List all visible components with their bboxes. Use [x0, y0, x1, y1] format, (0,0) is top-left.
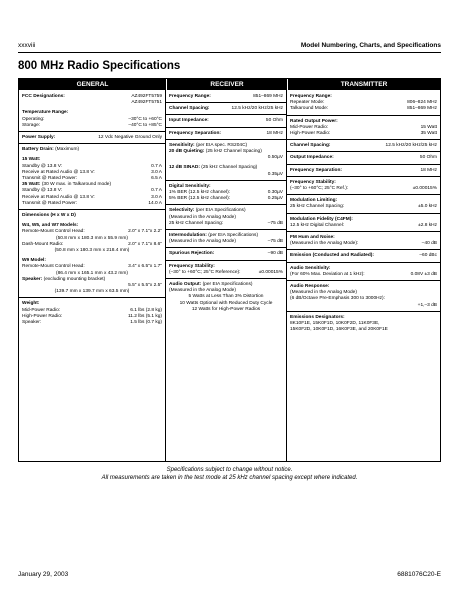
speaker-sub: (excluding mounting bracket)	[43, 276, 106, 282]
temp-storage-label: Storage:	[22, 122, 41, 128]
note-line-2: All measurements are taken in the test mode at 25 kHz channel spacing except where indicated.	[101, 475, 358, 481]
page-title: 800 MHz Radio Specifications	[18, 60, 181, 72]
rx-stab-row	[169, 270, 283, 276]
w35-standby-value: 0.7 A	[151, 188, 162, 194]
w35-transmit-value: 14.0 A	[148, 200, 162, 206]
rx-aud-meas: (Measured in the Analog Mode)	[169, 288, 236, 294]
footer-date: January 29, 2003	[18, 571, 69, 578]
speaker-label: Speaker:	[22, 276, 43, 282]
weight-speaker-value: 1.5 lbs (0.7 kg)	[130, 320, 162, 326]
tx-des-line-1: 8K10F1E, 15K0F1D, 10K0F2D, 11K0F3E,	[290, 321, 380, 327]
tx-imp-label: Output Impedance:	[290, 155, 334, 161]
w15-transmit-label: Transmit @ Rated Power:	[22, 176, 78, 182]
fcc-value-1: AZ492FT5759	[131, 94, 162, 99]
rx-im-row-value: –75 dB	[267, 239, 283, 245]
rx-spur-row	[169, 251, 283, 257]
tx-freq-label: Frequency Range:	[290, 94, 332, 99]
tx-high-row	[290, 131, 437, 137]
rx-quiet-sub: (25 kHz Channel Spacing)	[205, 149, 262, 155]
receiver-header: RECEIVER	[167, 79, 287, 90]
power-row	[22, 135, 162, 141]
w4-dash-mm: (50.8 mm x 180.3 mm x 218.4 mm)	[54, 248, 130, 254]
tx-rep-label: Repeater Mode:	[290, 100, 325, 106]
tx-aresp-row	[290, 303, 437, 309]
w15-standby-label: Standby @ 13.8 V:	[22, 163, 63, 169]
tx-chan-value: 12.5 kHz/20 kHz/25 kHz	[385, 143, 437, 149]
w4-models-label: W4, W5, and W7 Models:	[22, 223, 79, 229]
rx-sel-sub: (per EIA Specifications)	[195, 208, 246, 214]
rx-sel-label: Selectivity:	[169, 208, 195, 214]
w4-remote-mm: (50.8 mm x 180.3 mm x 55.9 mm)	[56, 235, 128, 241]
spec-table	[18, 78, 441, 462]
tx-chan-row	[290, 143, 437, 149]
w35-sub: (30 W max. in Talkaround mode)	[41, 182, 112, 188]
rx-spur-value: –90 dB	[267, 251, 283, 257]
w15-standby-value: 0.7 A	[151, 163, 162, 169]
weight-speaker-row	[22, 320, 162, 326]
rx-quiet-value: 0.50µV	[267, 155, 283, 161]
tx-high-label: High-Power Radio:	[290, 131, 331, 137]
tx-chan-label: Channel Spacing:	[290, 143, 331, 149]
page-number: xxxviii	[18, 42, 36, 49]
temp-operating-label: Operating:	[22, 116, 45, 122]
tx-talk-label: Talkaround Mode:	[290, 106, 329, 112]
tx-rep-value: 806–824 MHz	[407, 100, 437, 106]
rx-stab-row-value: ±0.00015%	[258, 269, 283, 275]
tx-aresp-row-value: +1,–3 dB	[417, 302, 437, 308]
general-header: GENERAL	[19, 79, 166, 90]
transmitter-column	[287, 90, 440, 461]
tx-fm-label: FM Hum and Noise:	[290, 235, 335, 241]
weight-high-value: 11.2 lbs (5.1 kg)	[127, 313, 162, 319]
rx-sinad-label: 12 dB SINAD:	[169, 165, 200, 171]
footer-code: 6881076C20-E	[397, 571, 441, 578]
rx-aud-sub: (per EIA Specifications)	[202, 282, 253, 288]
tx-mod-row	[290, 204, 437, 210]
tx-c4fm-row	[290, 223, 437, 229]
rx-chan-row	[169, 106, 283, 112]
rx-stab-label: Frequency Stability:	[169, 263, 215, 269]
speaker-value: 5.5" x 5.5"x 2.5"	[128, 283, 162, 289]
rx-dig5-row	[169, 196, 283, 202]
rx-sel-row	[169, 221, 283, 227]
section-title: Model Numbering, Charts, and Specifications	[300, 42, 441, 49]
temp-operating-value: –30°C to +60°C	[128, 116, 162, 122]
tx-des-label: Emissions Designators:	[290, 314, 345, 320]
temp-storage-row	[22, 123, 162, 129]
rx-chan-label: Channel Spacing:	[169, 106, 210, 112]
fcc-value-2: AZ492FT5751	[131, 100, 162, 106]
w35-transmit-label: Transmit @ Rated Power:	[22, 200, 78, 206]
rx-imp-label: Input Impedance:	[169, 118, 209, 124]
rx-freq-row	[169, 94, 283, 100]
weight-mid-label: Mid-Power Radio:	[22, 307, 61, 313]
w35-transmit-row	[22, 201, 162, 207]
tx-stab-row-label: (–30° to +60°C; 25°C Ref.):	[290, 186, 349, 192]
w15-receive-label: Receive at Rated Audio @ 13.8 V:	[22, 169, 95, 175]
rx-digital-label: Digital Sensitivity:	[169, 183, 211, 189]
tx-emis-value: –60 dBc	[419, 253, 437, 259]
rx-dig5-value: 0.25µV	[267, 196, 283, 202]
drain-label: Battery Drain:	[22, 147, 54, 153]
tx-emis-row	[290, 253, 437, 259]
rx-dig1-label: 1% BER (12.5 kHz channel):	[169, 190, 231, 196]
fcc-label: FCC Designations:	[22, 94, 65, 99]
transmitter-header: TRANSMITTER	[288, 79, 440, 90]
tx-talk-row	[290, 106, 437, 112]
rx-aud-line-2: 10 Watts Optional with Reduced Duty Cycle	[179, 300, 273, 306]
rx-spur-label: Spurious Rejection:	[169, 251, 215, 257]
tx-stab-row	[290, 186, 437, 192]
tx-rop-label: Rated Output Power:	[290, 118, 338, 124]
rx-sens-label: Sensitivity:	[169, 142, 195, 148]
tx-mod-row-value: ±5.0 kHz	[418, 204, 437, 210]
dimensions-label: Dimensions (H x W x D)	[22, 213, 76, 219]
rx-sel-row-label: 25 kHz Channel Spacing:	[169, 220, 224, 226]
rx-dig5-label: 5% BER (12.5 kHz channel):	[169, 196, 231, 202]
speaker-mm: (139.7 mm x 139.7 mm x 63.5 mm)	[54, 289, 130, 295]
rx-sens-sub: (per EIA spec. RS204C)	[195, 142, 248, 148]
spec-notes	[18, 466, 441, 482]
rx-sel-meas: (Measured in the Analog Mode)	[169, 214, 236, 220]
tx-mid-value: 15 Watt	[420, 124, 437, 130]
weight-label: Weight:	[22, 301, 40, 307]
rx-freq-value: 851–869 MHz	[253, 94, 283, 99]
w4-dash-label: Dash-Mount Radio:	[22, 241, 64, 247]
tx-c4fm-row-label: 12.5 kHz Digital Channel:	[290, 222, 345, 228]
tx-mid-label: Mid-Power Radio:	[290, 124, 329, 130]
tx-aresp-meas: (Measured in the Analog Mode)	[290, 290, 357, 296]
rx-sel-row-value: –75 dB	[267, 220, 283, 226]
tx-emis-label: Emission (Conducted and Radiated):	[290, 253, 374, 259]
w9-remote-label: Remote-Mount Control Head:	[22, 264, 85, 270]
tx-asens-row-value: 0.08V ±3 dB	[410, 271, 437, 277]
rx-sinad-sub: (25 kHz Channel Spacing)	[201, 165, 258, 171]
rx-aud-line-3: 12 Watts for High-Power Radios	[191, 306, 261, 312]
rx-imp-row	[169, 118, 283, 124]
tx-fm-row-value: –40 dB	[421, 241, 437, 247]
rx-im-sub: (per EIA Specifications)	[208, 233, 259, 239]
tx-imp-row	[290, 155, 437, 161]
tx-c4fm-row-value: ±2.8 kHz	[418, 222, 437, 228]
rx-freq-label: Frequency Range:	[169, 94, 211, 99]
rx-im-row-label: (Measured in the Analog Mode)	[169, 239, 236, 245]
tx-stab-row-value: ±0.00015%	[412, 186, 437, 192]
power-label: Power Supply:	[22, 135, 56, 141]
tx-asens-row	[290, 272, 437, 278]
rx-imp-value: 50 Ohm	[265, 118, 283, 124]
rx-sep-value: 18 MHz	[266, 130, 283, 136]
w4-dash-value: 2.0" x 7.1"x 8.6"	[128, 241, 162, 247]
rx-aud-line-1: 5 Watts at Less Than 3% Distortion	[188, 294, 264, 300]
w35-receive-value: 3.0 A	[151, 194, 162, 200]
rx-im-label: Intermodulation:	[169, 233, 207, 239]
w9-remote-value: 3.4" x 6.5"x 1.7"	[128, 264, 162, 270]
tx-imp-value: 50 Ohm	[419, 155, 437, 161]
w4-remote-label: Remote-Mount Control Head:	[22, 229, 85, 235]
tx-des-line-2: 15K0F2D, 10K0F1D, 16K0F3E, and 20K0F1E	[290, 327, 388, 333]
w15-transmit-value: 6.5 A	[151, 176, 162, 182]
tx-mod-label: Modulation Limiting:	[290, 198, 338, 204]
tx-stab-label: Frequency Stability:	[290, 179, 336, 185]
rx-quiet-label: 20 dB Quieting:	[169, 149, 205, 155]
tx-sep-row	[290, 168, 437, 174]
rx-sep-label: Frequency Separation:	[169, 130, 221, 136]
w35-standby-label: Standby @ 13.8 V:	[22, 188, 63, 194]
weight-speaker-label: Speaker:	[22, 320, 42, 326]
tx-fm-row	[290, 241, 437, 247]
w15-label: 15 Watt:	[22, 157, 41, 163]
page-header	[18, 42, 441, 53]
tx-asens-label: Audio Sensitivity:	[290, 265, 331, 271]
weight-mid-value: 6.1 lbs (2.8 kg)	[130, 307, 162, 313]
w9-remote-mm: (86.4 mm x 165.1 mm x 43.2 mm)	[56, 270, 128, 276]
tx-sep-value: 18 MHz	[420, 167, 437, 173]
tx-mod-row-label: 25 kHz Channel Spacing:	[290, 204, 345, 210]
weight-high-label: High-Power Radio:	[22, 313, 63, 319]
drain-sub: (Maximum)	[55, 147, 80, 153]
receiver-column	[166, 90, 287, 461]
temp-label: Temperature Range:	[22, 110, 69, 116]
general-column	[19, 90, 166, 461]
rx-sinad-value: 0.35µV	[267, 171, 283, 177]
w35-receive-label: Receive at Rated Audio @ 13.8 V:	[22, 194, 95, 200]
temp-storage-value: –40°C to +85°C	[128, 122, 162, 128]
power-value: 12 Vdc Negative Ground Only	[98, 135, 162, 141]
tx-fm-row-label: (Measured in the Analog Mode):	[290, 241, 359, 247]
tx-c4fm-label: Modulation Fidelity (C4FM):	[290, 216, 353, 222]
w9-model-label: W9 Model:	[22, 258, 46, 264]
tx-asens-row-label: (For 60% Max. Deviation at 1 kHz):	[290, 271, 365, 277]
rx-sinad-row	[169, 172, 283, 178]
rx-im-row	[169, 239, 283, 245]
tx-sep-label: Frequency Separation:	[290, 167, 342, 173]
rx-chan-value: 12.5 kHz/20 kHz/25 kHz	[231, 106, 283, 112]
rx-sep-row	[169, 131, 283, 137]
tx-high-value: 35 Watt	[420, 131, 437, 137]
w4-remote-value: 2.0" x 7.1"x 2.2"	[128, 229, 162, 235]
note-line-1: Specifications subject to change without notice.	[166, 467, 293, 473]
w35-label: 35 Watt:	[22, 182, 41, 188]
tx-aresp-label: Audio Response:	[290, 284, 330, 290]
rx-dig1-value: 0.30µV	[267, 190, 283, 196]
rx-aud-label: Audio Output:	[169, 282, 202, 288]
tx-talk-value: 851–869 MHz	[407, 106, 437, 112]
rx-stab-row-label: (–30° to +60°C; 25°C Reference):	[169, 269, 241, 275]
w15-receive-value: 3.0 A	[151, 169, 162, 175]
tx-aresp-row-label: (6 dB/Octave Pre-Emphasis 300 to 3000Hz):	[290, 296, 385, 302]
